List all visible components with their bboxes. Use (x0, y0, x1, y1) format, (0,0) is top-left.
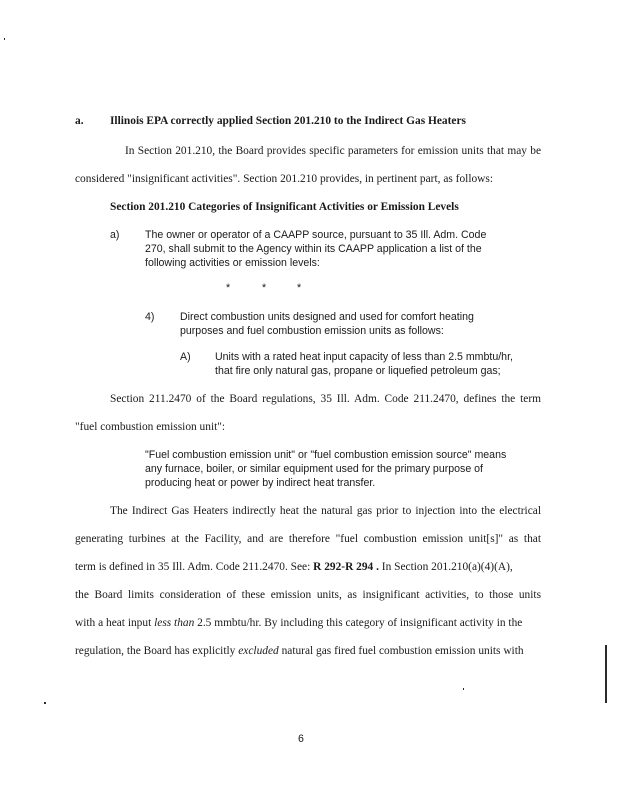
body-line-5 (75, 616, 522, 630)
body-line-2: generating turbines at the Facility, and are therefore "fuel combustion emission unit[s]" as that (75, 533, 541, 545)
item-4-line-1: Direct combustion units designed and used for comfort heating (180, 311, 474, 323)
quote-title: Section 201.210 Categories of Insignificant Activities or Emission Levels (110, 201, 459, 213)
body-line-3-end: In Section 201.210(a)(4)(A), (378, 561, 513, 573)
body-line-5-start: with a heat input (75, 617, 155, 629)
body-line-6-end: natural gas fired fuel combustion emission units with (278, 645, 524, 657)
body-line-1: The Indirect Gas Heaters indirectly heat the natural gas prior to injection into the electrical (110, 505, 541, 517)
definition-line-2: any furnace, boiler, or similar equipment used for the primary purpose of (145, 463, 483, 475)
section-label: a. (75, 115, 84, 127)
star-3: * (297, 282, 302, 294)
emphasis-less-than: less than (154, 617, 195, 629)
definition-line-1: "Fuel combustion emission unit" or "fuel combustion emission source" means (145, 449, 507, 461)
item-A-label: A) (180, 351, 191, 363)
body-line-3-start: term is defined in 35 Ill. Adm. Code 211.2470. See: (75, 561, 314, 573)
intro-line-1: In Section 201.210, the Board provides specific parameters for emission units that may be (125, 145, 541, 157)
scan-edge-mark (605, 645, 607, 703)
item-A-line-2: that fire only natural gas, propane or liquefied petroleum gas; (215, 365, 501, 377)
item-a-line-3: following activities or emission levels: (145, 257, 320, 269)
emphasis-excluded: excluded (238, 645, 279, 657)
body-line-3 (75, 560, 513, 574)
intro-line-2: considered "insignificant activities". Section 201.210 provides, in pertinent part, as follows: (75, 173, 494, 185)
section-heading: Illinois EPA correctly applied Section 201.210 to the Indirect Gas Heaters (110, 115, 466, 127)
item-4-line-2: purposes and fuel combustion emission units as follows: (180, 325, 444, 337)
defines-line-2: "fuel combustion emission unit": (75, 421, 226, 433)
item-a-line-2: 270, shall submit to the Agency within its CAAPP application a list of the (145, 243, 482, 255)
star-1: * (226, 282, 231, 294)
item-a-line-1: The owner or operator of a CAAPP source, pursuant to 35 Ill. Adm. Code (145, 229, 487, 241)
item-A-line-1: Units with a rated heat input capacity of less than 2.5 mmbtu/hr, (215, 351, 513, 363)
definition-line-3: producing heat or power by indirect heat transfer. (145, 477, 376, 489)
page-number: 6 (298, 733, 304, 745)
record-reference: R 292-R 294 . (313, 561, 379, 573)
scan-speck-2 (44, 702, 46, 704)
item-4-label: 4) (145, 311, 155, 323)
defines-line-1: Section 211.2470 of the Board regulations, 35 Ill. Adm. Code 211.2470, defines the term (110, 393, 541, 405)
item-a-label: a) (110, 229, 120, 241)
star-2: * (262, 282, 267, 294)
body-line-6-start: regulation, the Board has explicitly (75, 645, 239, 657)
body-line-5-end: 2.5 mmbtu/hr. By including this category of insignificant activity in the (194, 617, 523, 629)
scan-speck-1 (4, 38, 5, 40)
body-line-6 (75, 644, 524, 658)
body-line-4: the Board limits consideration of these emission units, as insignificant activities, to those units (75, 589, 541, 601)
scan-speck-3 (463, 688, 464, 690)
